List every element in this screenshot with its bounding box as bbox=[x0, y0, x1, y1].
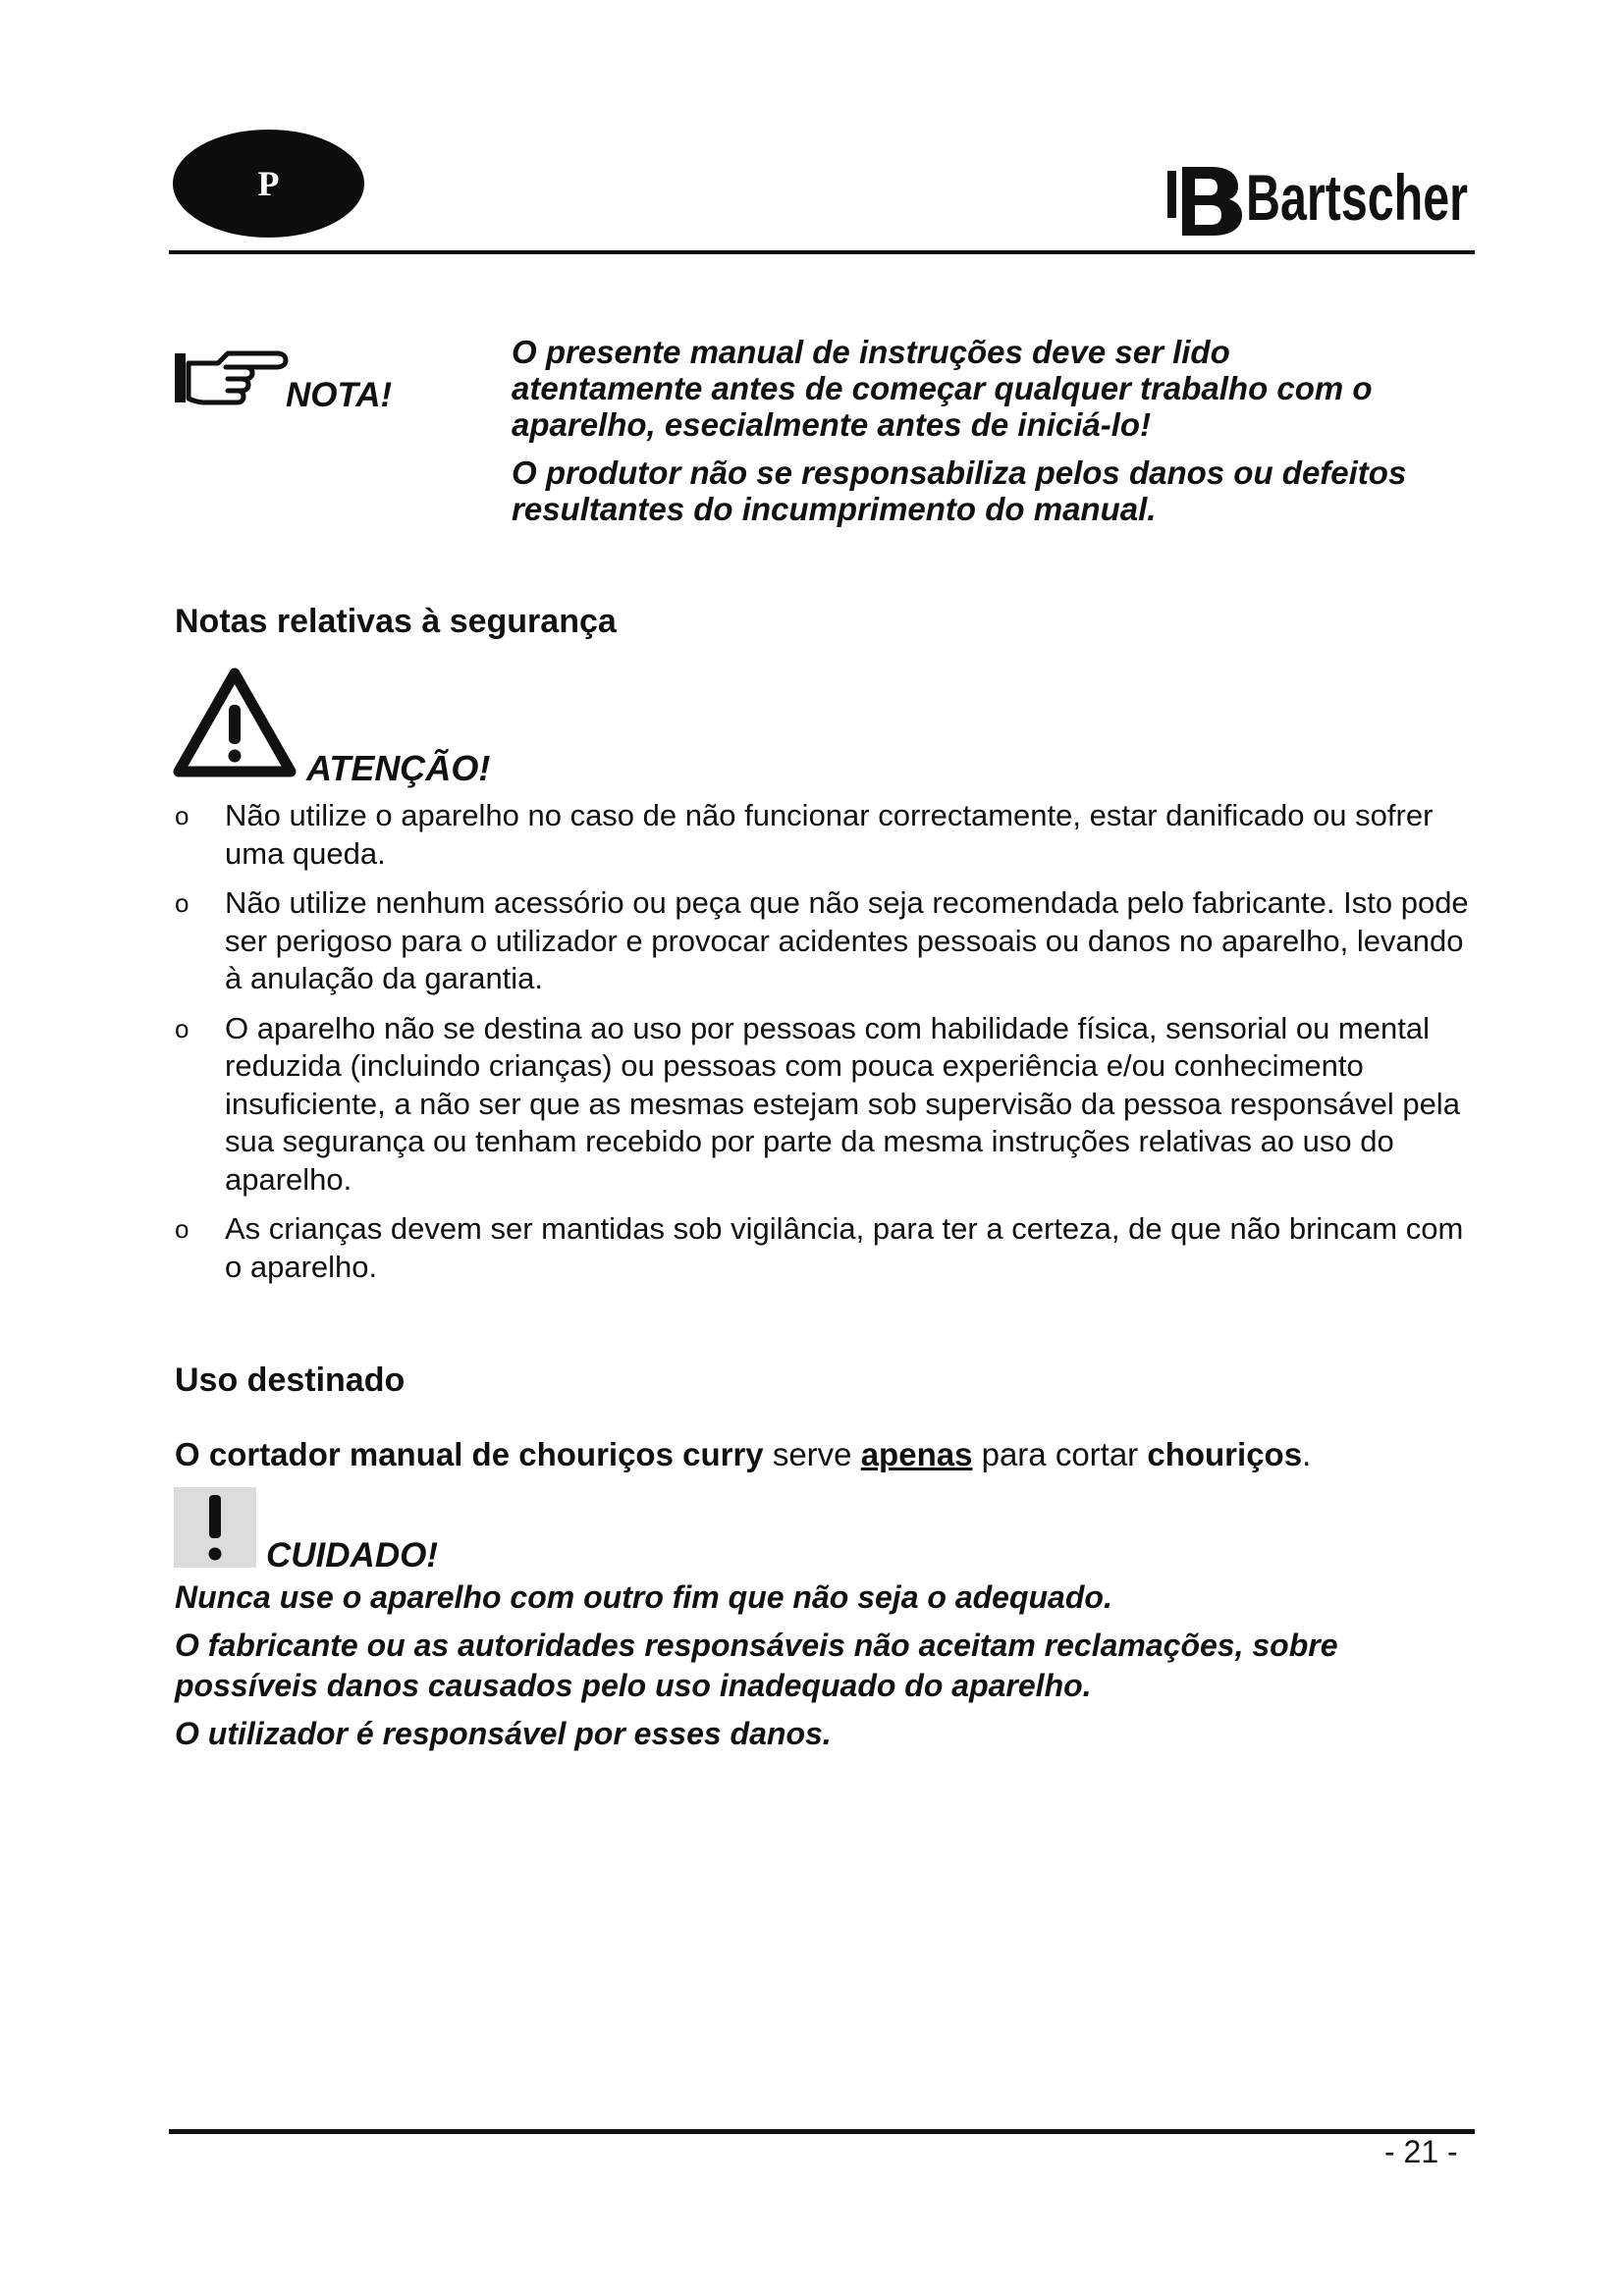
intended-use-statement bbox=[175, 1436, 1311, 1473]
emphasis-only: apenas bbox=[860, 1436, 973, 1472]
exclamation-icon bbox=[174, 1487, 256, 1568]
header-divider bbox=[169, 250, 1475, 254]
bartscher-logo bbox=[1164, 145, 1473, 243]
intended-use-heading: Uso destinado bbox=[175, 1362, 406, 1399]
list-item-text: As crianças devem ser mantidas sob vigilância, para ter a certeza, de que não brincam com o aparelho. bbox=[225, 1211, 1464, 1284]
note-label: NOTA! bbox=[286, 376, 393, 414]
attention-label: ATENÇÃO! bbox=[306, 748, 491, 788]
safety-list bbox=[175, 797, 1471, 1298]
pointing-hand-icon bbox=[173, 344, 289, 410]
language-badge bbox=[173, 130, 364, 238]
list-item-text: O aparelho não se destina ao uso por pessoas com habilidade física, sensorial ou mental reduzida (incluindo crianças) ou pessoas com pouca experiência e/ou conhecimento insuficiente, a não ser que as mesmas estejam sob supervisão da pessoa responsável pela sua segurança ou tenham recebido por parte da mesma instruções relativas ao uso do aparelho. bbox=[225, 1010, 1460, 1197]
caution-label: CUIDADO! bbox=[266, 1536, 438, 1575]
bullet: o bbox=[175, 801, 189, 830]
note-text bbox=[512, 334, 1425, 539]
brand-name: Bartscher bbox=[1246, 161, 1468, 234]
footer-divider bbox=[169, 2129, 1475, 2134]
statement-text: serve bbox=[763, 1436, 861, 1472]
list-item bbox=[175, 1010, 1471, 1200]
caution-paragraph: Nunca use o aparelho com outro fim que não seja o adequado. bbox=[175, 1579, 1112, 1615]
warning-triangle-icon bbox=[173, 667, 297, 780]
list-item-text: Não utilize o aparelho no caso de não funcionar correctamente, estar danificado ou sofrer uma queda. bbox=[225, 798, 1434, 871]
statement-text: para cortar bbox=[972, 1436, 1148, 1472]
list-item bbox=[175, 1210, 1471, 1286]
note-paragraph: O produtor não se responsabiliza pelos danos ou defeitos resultantes do incumprimento do manual. bbox=[512, 454, 1407, 527]
note-paragraph: O presente manual de instruções deve ser lido atentamente antes de começar qualquer trabalho com o aparelho, esecialmente antes de iniciá-lo! bbox=[512, 334, 1373, 443]
page-number: - 21 - bbox=[1384, 2134, 1458, 2169]
statement-period: . bbox=[1302, 1436, 1312, 1472]
statement-object: chouriços bbox=[1147, 1436, 1303, 1472]
bullet: o bbox=[175, 1013, 189, 1043]
safety-heading: Notas relativas à segurança bbox=[175, 603, 617, 640]
caution-text bbox=[175, 1577, 1471, 1762]
list-item-text: Não utilize nenhum acessório ou peça que não seja recomendada pelo fabricante. Isto pode ser perigoso para o utilizador e provocar acidentes pessoais ou danos no aparelho, levando à anulação da garantia. bbox=[225, 885, 1469, 995]
bullet: o bbox=[175, 888, 189, 918]
caution-paragraph: O fabricante ou as autoridades responsáveis não aceitam reclamações, sobre possíveis danos causados pelo uso inadequado do aparelho. bbox=[175, 1628, 1338, 1703]
list-item bbox=[175, 884, 1471, 998]
language-code: P bbox=[257, 164, 280, 203]
product-name: O cortador manual de chouriços curry bbox=[175, 1436, 764, 1472]
bullet: o bbox=[175, 1214, 189, 1244]
caution-paragraph: O utilizador é responsável por esses danos. bbox=[175, 1716, 832, 1751]
list-item bbox=[175, 797, 1471, 873]
